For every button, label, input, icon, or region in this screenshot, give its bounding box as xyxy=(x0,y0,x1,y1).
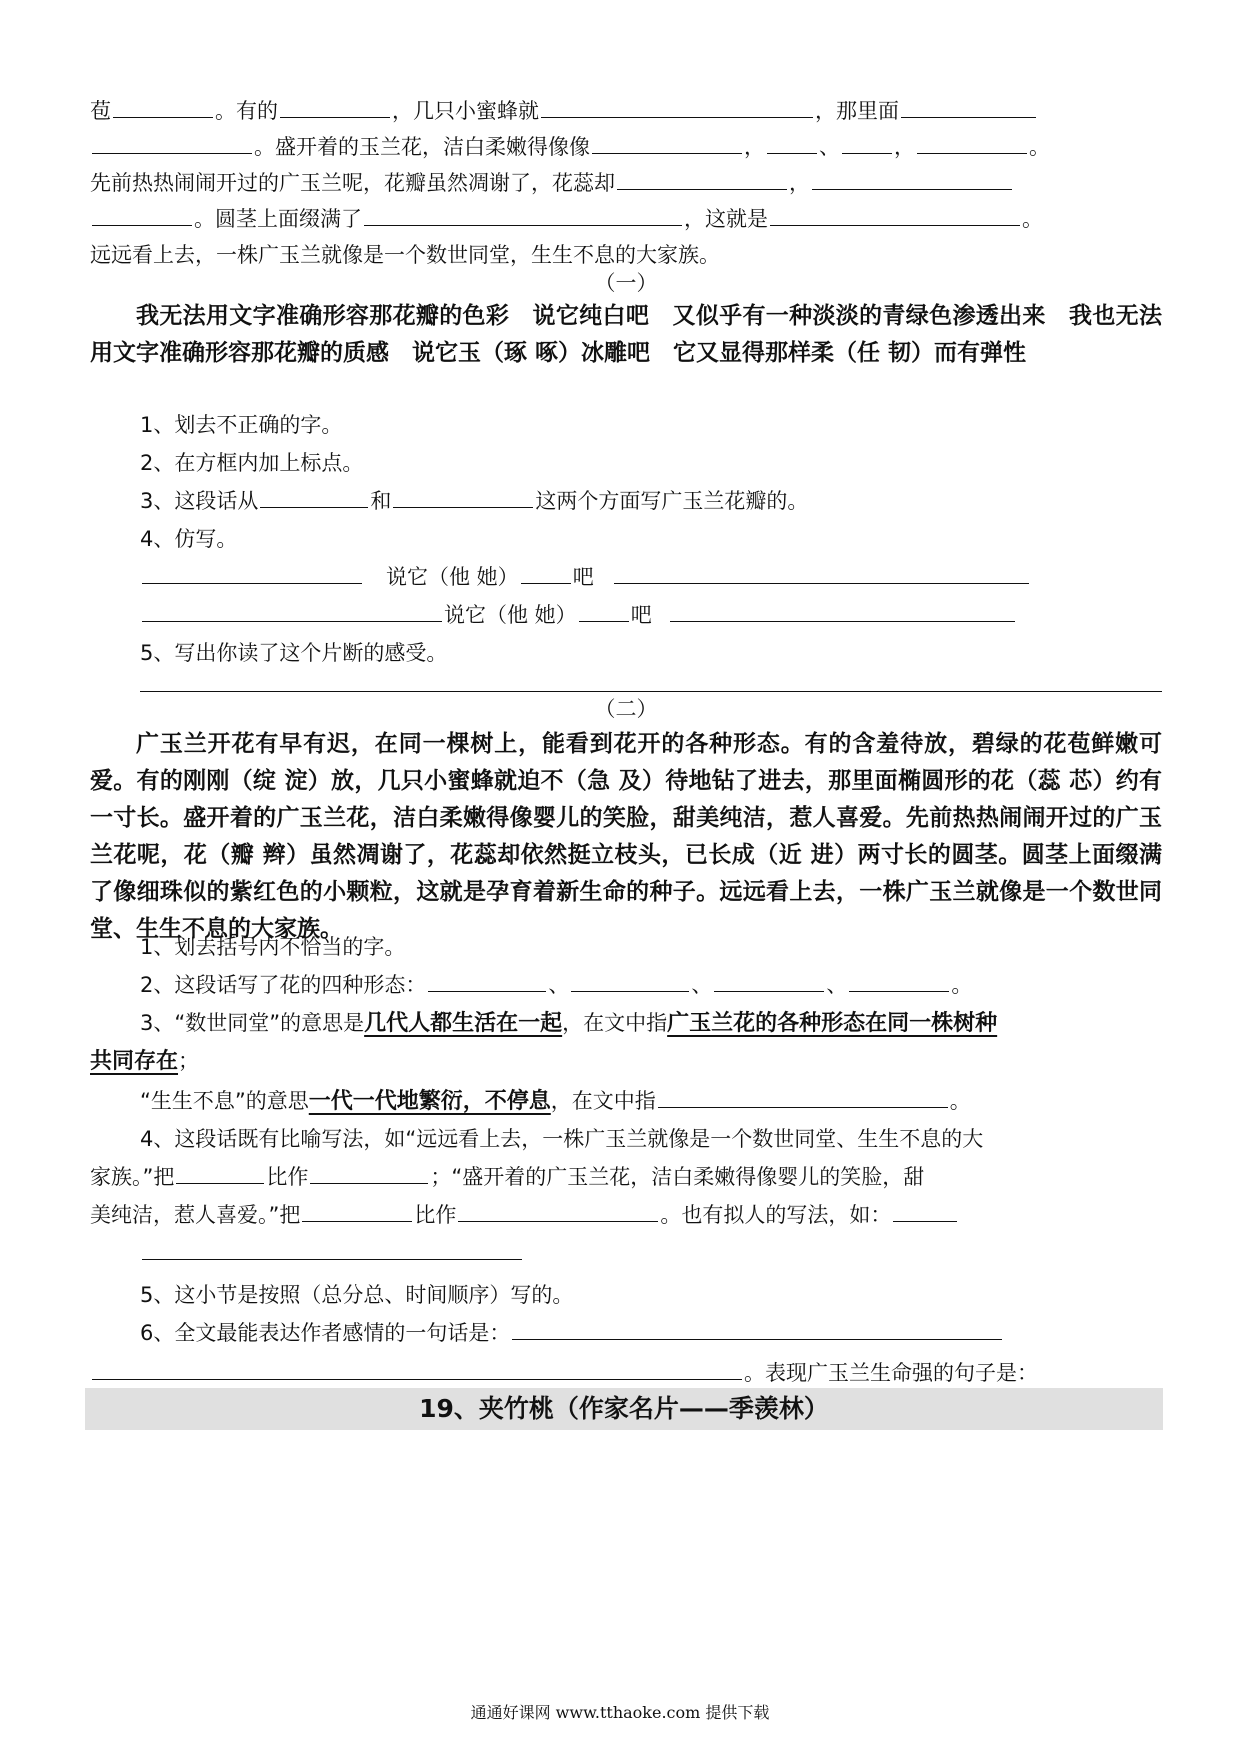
question-2-4: 4、这段话既有比喻写法，如“远远看上去，一株广玉兰就像是一个数世同堂、生生不息的大 xyxy=(140,1127,984,1151)
blank[interactable] xyxy=(393,487,533,508)
blank[interactable] xyxy=(92,205,192,226)
question-1-2: 2、在方框内加上标点。 xyxy=(140,451,364,475)
answer-text: 几代人都生活在一起 xyxy=(364,1011,563,1036)
blank[interactable] xyxy=(770,205,1020,226)
question-2-6: 6、全文最能表达作者感情的一句话是： xyxy=(140,1318,1004,1348)
blank[interactable] xyxy=(512,1319,1002,1340)
fill-line-1: 苞 。有的 ，几只小蜜蜂就 ，那里面 xyxy=(90,96,1038,126)
question-2-4-line3: 美纯洁，惹人喜爱。”把 比作 。也有拟人的写法，如： xyxy=(90,1200,959,1230)
imitation-line-1: 说它（他 她） 吧 xyxy=(140,562,1031,592)
blank[interactable] xyxy=(142,563,362,584)
question-2-3b: “生生不息”的意思一代一代地繁衍，不停息，在文中指 。 xyxy=(140,1089,971,1114)
answer-line[interactable] xyxy=(140,691,1162,692)
blank[interactable] xyxy=(260,487,368,508)
question-2-6-cont: 。表现广玉兰生命强的句子是： xyxy=(90,1358,1038,1388)
blank[interactable] xyxy=(893,1201,957,1222)
question-2-4-line2: 家族。”把 比作 ；“盛开着的广玉兰花，洁白柔嫩得像婴儿的笑脸，甜 xyxy=(90,1165,925,1189)
fill-line-3: 先前热热闹闹开过的广玉兰呢，花瓣虽然凋谢了，花蕊却 ， xyxy=(90,168,1014,198)
blank[interactable] xyxy=(113,97,213,118)
question-1-4: 4、仿写。 xyxy=(140,527,238,551)
fill-line-2: 。盛开着的玉兰花，洁白柔嫩得像像 ， 、 ， 。 xyxy=(90,132,1050,162)
blank[interactable] xyxy=(310,1163,428,1184)
question-1-3: 3、这段话从 和 这两个方面写广玉兰花瓣的。 xyxy=(140,489,809,513)
question-1-5: 5、写出你读了这个片断的感受。 xyxy=(140,641,448,665)
blank[interactable] xyxy=(842,133,892,154)
blank[interactable] xyxy=(571,971,689,992)
blank[interactable] xyxy=(458,1201,658,1222)
blank[interactable] xyxy=(541,97,813,118)
blank[interactable] xyxy=(812,169,1012,190)
blank[interactable] xyxy=(714,971,824,992)
question-2-1: 1、划去括号内不恰当的字。 xyxy=(140,935,406,959)
blank[interactable] xyxy=(579,601,629,622)
answer-line-short xyxy=(140,1238,524,1268)
blank[interactable] xyxy=(849,971,949,992)
blank[interactable] xyxy=(901,97,1036,118)
question-2-5: 5、这小节是按照（总分总、时间顺序）写的。 xyxy=(140,1283,574,1307)
answer-text: 一代一代地繁衍，不停息 xyxy=(308,1089,551,1114)
blank[interactable] xyxy=(617,169,787,190)
question-2-3-cont: 共同存在； xyxy=(90,1049,200,1074)
blank[interactable] xyxy=(302,1201,412,1222)
blank[interactable] xyxy=(658,1087,948,1108)
blank[interactable] xyxy=(92,133,252,154)
question-2-2: 2、这段话写了花的四种形态： 、 、 、 。 xyxy=(140,973,973,997)
blank[interactable] xyxy=(592,133,742,154)
blank[interactable] xyxy=(176,1163,264,1184)
blank[interactable] xyxy=(614,563,1029,584)
footer-credit: 通通好课网 www.tthaoke.com 提供下载 xyxy=(470,1703,770,1722)
imitation-line-2: 说它（他 她） 吧 xyxy=(140,600,1017,630)
passage-2: 广玉兰开花有早有迟，在同一棵树上，能看到花开的各种形态。有的含羞待放，碧绿的花苞鲜嫩可爱。有的刚刚（绽 淀）放，几只小蜜蜂就迫不（急 及）待地钻了进去，那里面椭圆形的花（蕊 芯）约有一寸长。盛开着的广玉兰花，洁白柔嫩得像婴儿的笑脸，甜美纯洁，惹人喜爱。先前热热闹闹开过的广玉兰花呢，花（瓣 辫）虽然凋谢了，花蕊却依然挺立枝头，已长成（近 进）两寸长的圆茎。圆茎上面缀满了像细珠似的紫红色的小颗粒，这就是孕育着新生命的种子。远远看上去，一株广玉兰就像是一个数世同堂、生生不息的大家族。 xyxy=(90,731,1162,942)
answer-text: 共同存在 xyxy=(90,1049,179,1074)
section-heading-1: （一） xyxy=(594,271,658,295)
blank[interactable] xyxy=(428,971,546,992)
blank[interactable] xyxy=(521,563,571,584)
blank[interactable] xyxy=(767,133,817,154)
blank[interactable] xyxy=(142,1239,522,1260)
blank[interactable] xyxy=(92,1359,742,1380)
blank[interactable] xyxy=(670,601,1015,622)
fill-line-5: 远远看上去，一株广玉兰就像是一个数世同堂，生生不息的大家族。 xyxy=(90,243,720,267)
section-heading-2: （二） xyxy=(594,697,658,721)
question-2-3: 3、“数世同堂”的意思是几代人都生活在一起，在文中指广玉兰花的各种形态在同一株树种 xyxy=(140,1011,998,1036)
blank[interactable] xyxy=(280,97,390,118)
blank[interactable] xyxy=(364,205,682,226)
blank[interactable] xyxy=(142,601,442,622)
fill-line-4: 。圆茎上面缀满了 ，这就是 。 xyxy=(90,204,1043,234)
passage-1: 我无法用文字准确形容那花瓣的色彩 说它纯白吧 又似乎有一种淡淡的青绿色渗透出来 我也无法用文字准确形容那花瓣的质感 说它玉（琢 啄）冰雕吧 它又显得那样柔（任 韧）而有弹性 xyxy=(90,303,1162,366)
answer-text: 广玉兰花的各种形态在同一株树种 xyxy=(667,1011,998,1036)
question-1-1: 1、划去不正确的字。 xyxy=(140,413,343,437)
blank[interactable] xyxy=(917,133,1027,154)
lesson-title-banner: 19、夹竹桃（作家名片——季羡林） xyxy=(85,1388,1163,1430)
